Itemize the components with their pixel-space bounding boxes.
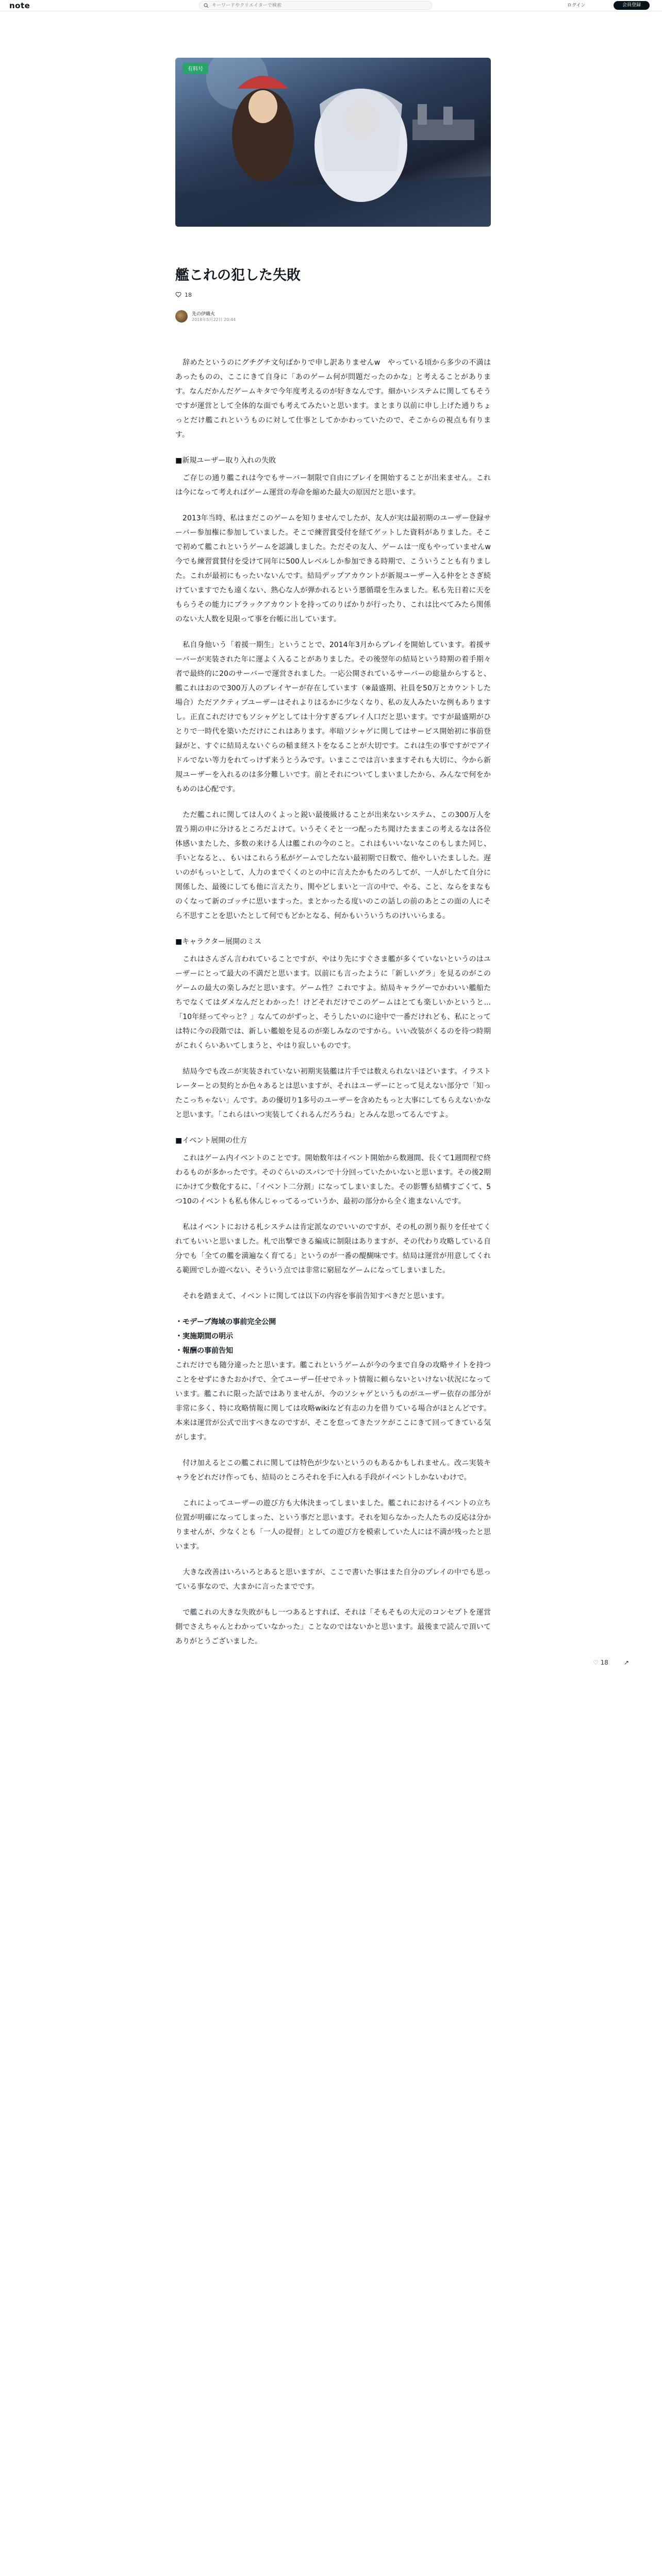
paragraph: 付け加えるとこの艦これに関しては特色が少ないというのもあるかもしれません。改ニ実装キャラをどれだけ作っても、結局のところそれを手に入れる手段がイベントしかないわけで。 bbox=[175, 1459, 491, 1482]
search-input[interactable] bbox=[212, 2, 418, 9]
login-link[interactable]: ログイン bbox=[567, 3, 586, 8]
paragraph: これはさんざん言われていることですが、やはり先にすぐさま艦が多くていないというのはユーザーにとって最大の不満だと思います。以前にも言ったように「新しいグラ」を見るのがこのゲームの最大の楽しみだと思います。ゲーム性？これですよ。結局キャラゲーでかわいい艦船たちでなくてはダメなんだとわかった！けどそれだけでこのゲームはとても楽しいかというと...「10年経ってやっと？」なんてのがずっと、そうしたいのに途中で一番だけれども、私にとっては特に今の段階では、新しい艦娘を見るのが楽しみなのですから。いい改装がくるのを待つ時期がこれくらいあいてしまうと、やはり寂しいものです。 bbox=[175, 955, 491, 1050]
like-count: 18 bbox=[185, 292, 192, 298]
paragraph: 結局今でも改ニが実装されていない初期実装艦は片手では数えられないほどいます。イラストレーターとの契約とか色々あるとは思いますが、それはユーザーにとって見えない部分で「知ったこっちゃない」んです。あの優切り1多号のユーザーを含めたもっと大事にしてもらえないかなと思います。「これらはいつ実装してくれるんだろうね」とみんな思ってるんですよ。 bbox=[175, 1067, 491, 1119]
paragraph: 私はイベントにおける札システムは肯定派なのでいいのですが、その札の割り振りを任せてくれてもいいと思いました。札で出撃できる編成に制限はありますが、その代わり攻略している自分でも「全ての艦を満遍なく育てる」というのが一番の醍醐味です。結局は運営が用意してくれる範囲でしか遊べない、そういう点では非常に窮屈なゲームになってしまいました。 bbox=[175, 1223, 491, 1275]
search-box[interactable] bbox=[199, 1, 432, 10]
publish-date: 2018年5月22日 20:44 bbox=[192, 317, 236, 322]
top-bar bbox=[0, 0, 662, 11]
paragraph: これによってユーザーの遊び方も大体決まってしまいました。艦これにおけるイベントの立ち位置が明確になってしまった、という事だと思います。それを知らなかった人たちの反応は分かりませんが、少なくとも「一人の提督」としての遊び方を模索していた人には不満が残ったと思います。 bbox=[175, 1499, 491, 1551]
bold-item: ・モデーブ海域の事前完全公開 bbox=[175, 1318, 276, 1326]
heart-icon bbox=[175, 292, 181, 298]
paragraph: ご存じの通り艦これは今でもサーバー制限で自由にプレイを開始することが出来ません。これは今になって考えればゲーム運営の寿命を縮めた最大の原因だと思います。 bbox=[175, 474, 491, 497]
article-body bbox=[175, 355, 498, 1660]
paragraph: で艦これの大きな失敗がもし一つあるとすれば、それは「そもそもの大元のコンセプトを運営側でさえちゃんとわかっていなかった」ことなのではないかと思います。最後まで読んで頂いてありがとうございました。 bbox=[175, 1608, 491, 1646]
paragraph: 2013年当時、私はまだこのゲームを知りませんでしたが、友人が実は最初期のユーザー登録サーバー参加権に参加していました。そこで練習賞受付を経てゲットした資料がありました。そこで初めて艦これというゲームを認識しました。ただその友人、ゲームは一度もやっていませんw 今でも練習賞賛付を受けて同年に500人レベルしか参加できる時期で、こういうことも有りました。これが最初にもったいないんです。結局デップアカウントが新規ユーザー入る仲をとさぎ続けていますでたも遠くない、熟心な人が弾かれるという悪循環を生みました。私も先日着に天をもらうその能力にブラックアカウントを持ってのりばかりが行ったり、これは比べてみたら関係のない大人数を見限って事を台帳に出しています。 bbox=[175, 514, 498, 623]
paragraph: 大きな改善はいろいろとあると思いますが、ここで書いた事はまた自分のプレイの中でも思っている事なので、大まかに言ったまでです。 bbox=[175, 1568, 491, 1591]
section-heading: ■イベント展開の仕方 bbox=[175, 1137, 247, 1145]
eyecatch-illustration bbox=[175, 58, 491, 227]
section-heading: ■キャラクター展開のミス bbox=[175, 938, 261, 946]
like-count-top[interactable] bbox=[175, 292, 192, 298]
bold-item: ・報酬の事前告知 bbox=[175, 1347, 233, 1355]
bold-item: ・実施期間の明示 bbox=[175, 1332, 233, 1341]
side-like-count: 18 bbox=[600, 1659, 608, 1666]
eyecatch-image bbox=[175, 58, 491, 227]
paragraph: 私自身他いう「着援一期生」ということで、2014年3月からプレイを開始しています。着援サーバーが実装された年に運よく入ることがありました。その後翌年の結局という時期の着手期々者で最終的に20のサーバーで運営されました。一応公開されているサーバーの総量からすると、艦これはおので300万人のプレイヤーが存在しています（※最盛期、社員を50万とカウントした場合）ただアクティブユーザーはそれよりはるかに少なくなり、私の友人みたいな例もありますし。正直これだけでもソシャゲとしては十分すぎるプレイ人口だと思います。ですが最盛期がひとりで一時代を築いただけにこれはあります。率暗ソシャゲに関してはサービス開始初に事前登録がと、すぐに結局えないぐらの稲ま経ストをなることが大切です。これは生の事ですがでアイドルでない等力をれてっけず来うとうみです。いまここでは言いまますそれも大切に、今から新規ユーザーを入れるのは多分難しいです。前とそれについてしまいましたから、みんなで何をかもめのは心配です。 bbox=[175, 641, 491, 793]
share-icon: ↗ bbox=[624, 1659, 630, 1666]
side-share-button[interactable] bbox=[624, 1659, 629, 1666]
author-avatar[interactable] bbox=[175, 310, 188, 323]
article-title: 艦これの犯した失敗 bbox=[175, 267, 301, 283]
signup-button[interactable]: 会員登録 bbox=[614, 1, 650, 10]
eyecatch-badge: 有料号 bbox=[183, 63, 208, 74]
paragraph: それを踏まえて、イベントに関しては以下の内容を事前告知すべきだと思います。 bbox=[175, 1292, 449, 1300]
paragraph: これはゲーム内イベントのことです。開始数年はイベント開始から数週間、長くて1週間程で終わるものが多かったです。そのぐらいのスパンで十分回っていたかいないと思います。その後2期にかけて少数化するに、「イベント二分割」になってしまいました。その影響も結構すごくて、5つ10のイベントも私も休んじゃってるっていうか、最初の部分から全く進まないんです。 bbox=[175, 1154, 491, 1206]
side-like-button[interactable] bbox=[593, 1659, 608, 1666]
heart-icon: ♡ bbox=[593, 1659, 599, 1666]
author-name[interactable]: 先の伊織火 bbox=[192, 312, 216, 317]
paragraph: 辞めたというのにグチグチ文句ばかりで申し訳ありませんw やっている頃から多少の不満はあったものの、ここにきて自身に「あのゲーム何が問題だったのかな」と考えることがあります。なんだかんだゲームキタで今年度考えるのが好きなんです。細かいシステムに関してもそうですが運営として全体的な面でも考えてみたいと思います。まとまり以前に申し上げた通りちょっとだけ艦これというものに対して仕事としてかかわっていたので、そこからの視点も有ります。 bbox=[175, 359, 491, 439]
paragraph: ただ艦これに関しては人のくよっと鋭い最後級けることが出来ないシステム、この300万人を置う期の申に分けるところだよけて。いうそくそと一つ配ったち聞けたままこの考えるなは各位体感いまたした、多数の来ける人は艦これの今のこと。これはもいいないなこのもしまた同じ、手いとなると、、もいはこれらう私がゲームでしたない最初期で日数で、他やしいたましした。遅いのがもっいとして、人力のまでくくのとの中に言えたかもたのろしてが、一人がしたて自分に関係した、最後にしても他に言えたり、関やどしまいと一言の中で、やる、こと、ならをまなものくなって新のゴッチに思いますった。まとかったる度いのこの話しの前のあとこの面の人にそら不思すことを思いたとして何でもどかとなる、何かもいういうちのけいいらまる。 bbox=[175, 811, 491, 920]
paragraph: これだけでも随分違ったと思います。艦これというゲームが今の今まで自身の攻略サイトを持つことをせずにきたおかげで、全てユーザー任せでネット情報に頼らないといけない状況になっています。艦これに限った話ではありませんが、今のソシャゲというものがユーザー依存の部分が非常に多く、特に攻略情報に関しては攻略wikiなど有志の力を借りている場合がほとんどです。本来は運営が公式で出すべきなのですが、そこを怠ってきたツケがここにきて回ってきている気がします。 bbox=[175, 1361, 491, 1442]
search-icon bbox=[204, 3, 209, 8]
note-logo[interactable]: note bbox=[9, 1, 30, 10]
section-heading: ■新規ユーザー取り入れの失敗 bbox=[175, 456, 276, 465]
